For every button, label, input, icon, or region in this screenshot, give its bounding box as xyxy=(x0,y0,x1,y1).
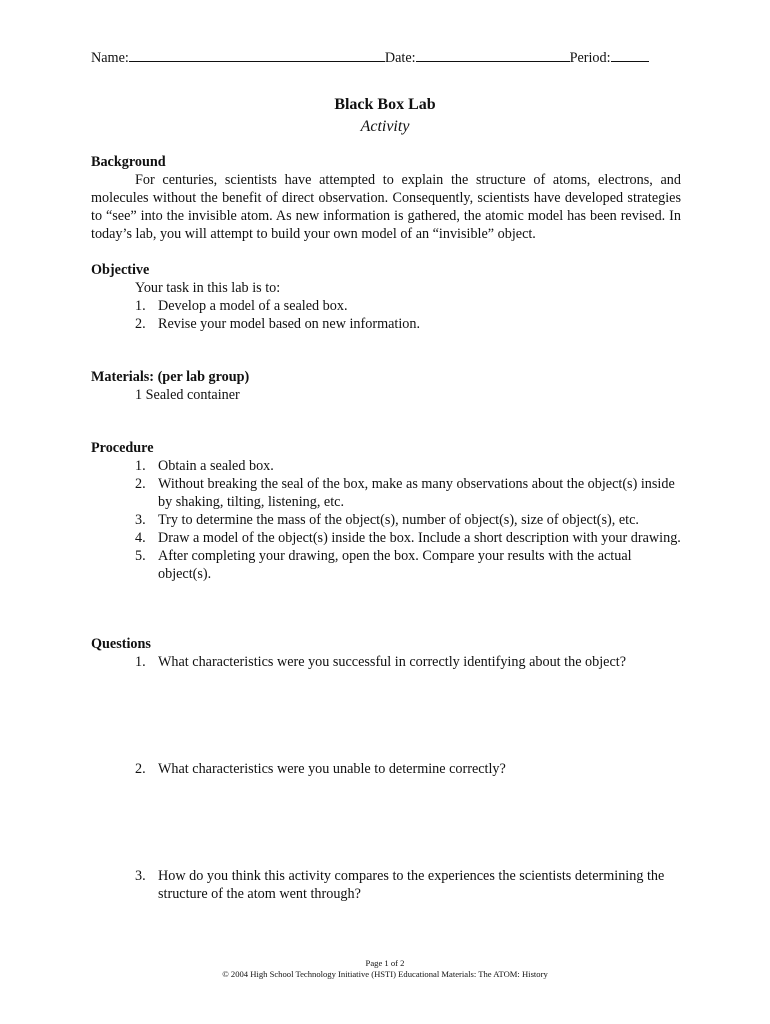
date-blank[interactable] xyxy=(416,47,570,62)
item-text: Try to determine the mass of the object(s), number of object(s), size of object(s), etc. xyxy=(158,512,639,528)
period-label: Period: xyxy=(569,50,611,66)
item-text: Revise your model based on new information. xyxy=(158,316,421,332)
page-subtitle: Activity xyxy=(360,118,410,135)
copyright-text: © 2004 High School Technology Initiative (HSTI) Educational Materials: The ATOM: History xyxy=(222,969,548,979)
name-label: Name: xyxy=(91,50,129,66)
objective-intro: Your task in this lab is to: xyxy=(135,280,281,296)
background-heading: Background xyxy=(91,154,166,170)
list-item xyxy=(91,529,681,547)
list-item xyxy=(91,867,681,903)
questions-heading-block xyxy=(91,635,681,653)
background-section xyxy=(91,153,681,243)
question-list xyxy=(91,867,681,903)
header-fields xyxy=(91,47,671,67)
list-item xyxy=(91,760,681,778)
question-list xyxy=(91,760,681,778)
list-item xyxy=(91,653,681,671)
period-blank[interactable] xyxy=(611,47,649,62)
objective-heading: Objective xyxy=(91,262,150,278)
title-block xyxy=(0,95,770,137)
list-item xyxy=(91,511,681,529)
page-footer xyxy=(0,958,770,980)
background-text: For centuries, scientists have attempted to explain the structure of atoms, electrons, and molecules without the benefit of direct observation. Consequently, scientists have developed strategies to “see” into the invisible atom. As new information is gathered, the atomic model has been revised. In today’s lab, you will attempt to build your own model of an “invisible” object. xyxy=(91,172,681,242)
item-number: 2. xyxy=(135,761,146,777)
procedure-section xyxy=(91,439,681,583)
question-list xyxy=(91,653,681,671)
item-number: 5. xyxy=(135,548,146,564)
materials-section xyxy=(91,368,681,404)
name-blank[interactable] xyxy=(129,47,385,62)
procedure-heading: Procedure xyxy=(91,440,154,456)
item-text: Draw a model of the object(s) inside the box. Include a short description with your drawing. xyxy=(158,530,681,546)
item-number: 2. xyxy=(135,316,146,332)
question-1 xyxy=(91,653,681,671)
item-number: 3. xyxy=(135,512,146,528)
item-number: 1. xyxy=(135,298,146,314)
item-number: 1. xyxy=(135,654,146,670)
item-text: Develop a model of a sealed box. xyxy=(158,298,348,314)
page-number: Page 1 of 2 xyxy=(365,958,405,968)
item-text: After completing your drawing, open the box. Compare your results with the actual object(s). xyxy=(158,548,632,582)
question-2 xyxy=(91,760,681,778)
materials-heading: Materials: (per lab group) xyxy=(91,369,250,385)
question-3 xyxy=(91,867,681,903)
date-label: Date: xyxy=(384,50,416,66)
item-number: 3. xyxy=(135,868,146,884)
materials-item: 1 Sealed container xyxy=(135,387,240,403)
list-item xyxy=(91,475,681,511)
item-text: What characteristics were you successful in correctly identifying about the object? xyxy=(158,654,627,670)
objective-list xyxy=(91,297,681,333)
list-item xyxy=(91,457,681,475)
list-item xyxy=(91,297,681,315)
item-number: 1. xyxy=(135,458,146,474)
item-text: Obtain a sealed box. xyxy=(158,458,274,474)
item-text: What characteristics were you unable to determine correctly? xyxy=(158,761,506,777)
item-number: 2. xyxy=(135,476,146,492)
page-title: Black Box Lab xyxy=(334,96,436,113)
item-text: Without breaking the seal of the box, make as many observations about the object(s) inside by shaking, tilting, listening, etc. xyxy=(158,476,675,510)
list-item xyxy=(91,315,681,333)
item-number: 4. xyxy=(135,530,146,546)
questions-heading: Questions xyxy=(91,636,151,652)
list-item xyxy=(91,547,681,583)
item-text: How do you think this activity compares to the experiences the scientists determining the structure of the atom went through? xyxy=(158,868,665,902)
objective-section xyxy=(91,261,681,333)
procedure-list xyxy=(91,457,681,583)
